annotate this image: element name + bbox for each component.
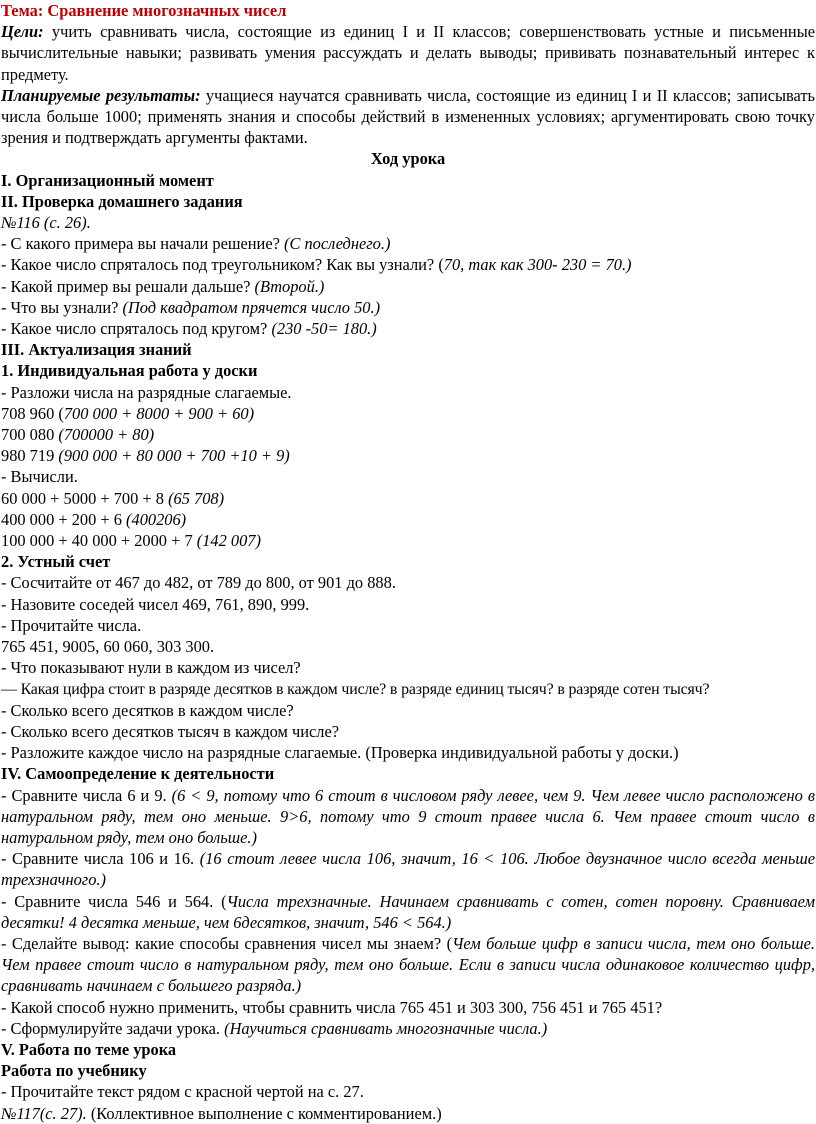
textbook-task-note: (Коллективное выполнение с комментированием.) (90, 1103, 442, 1123)
topic-line (1, 0, 815, 21)
results-paragraph (1, 85, 815, 149)
sum-answer: (400206) (126, 509, 187, 529)
sum-answer: (65 708) (168, 488, 225, 508)
oral-item: - Сосчитайте от 467 до 482, от 789 до 800, от 901 до 888. (1, 573, 396, 593)
compare-question: - Сравните числа 546 и 564. ( (1, 891, 227, 911)
oral-item: - Разложите каждое число на разрядные слагаемые. (Проверка индивидуальной работы у доски.) (1, 743, 679, 763)
number-text: 700 080 (1, 425, 55, 445)
oral-item: — Какая цифра стоит в разряде десятков в каждом числе? в разряде единиц тысяч? в разряде сотен тысяч? (1, 680, 710, 698)
compare-paragraph (1, 785, 815, 849)
sum-line (1, 530, 815, 551)
answer-text: (Второй.) (254, 276, 325, 296)
compare-answer: (16 стоит левее числа 106, значит, 16 < 106. Любое двузначное число всегда меньше трехзначного.) (1, 849, 815, 890)
textbook-task-line (1, 1103, 815, 1124)
compare-answer: Числа трехзначные. Начинаем сравнивать с сотен, сотен поровну. Сравниваем десятки! 4 десятка меньше, чем 6десятков, значит, 546 < 564.) (1, 891, 815, 932)
section-3-heading: III. Актуализация знаний (1, 340, 192, 360)
answer-text: 70, так как 300- 230 = 70.) (443, 255, 632, 275)
compare-paragraph (1, 891, 815, 933)
lesson-goal-answer: (Научиться сравнивать многозначные числа.) (224, 1018, 548, 1038)
sum-expression: 100 000 + 40 000 + 2000 + 7 (1, 531, 193, 551)
number-line (1, 424, 815, 445)
number-line (1, 445, 815, 466)
homework-task: №116 (с. 26). (1, 213, 91, 233)
answer-text: (Под квадратом прячется число 50.) (122, 297, 381, 317)
oral-item: 765 451, 9005, 60 060, 303 300. (1, 637, 215, 657)
homework-question (1, 318, 815, 339)
homework-question (1, 297, 815, 318)
conclusion-paragraph (1, 933, 815, 997)
lesson-goal-question: - Сформулируйте задачи урока. (1, 1018, 221, 1038)
answer-text: (230 -50= 180.) (271, 319, 377, 339)
lesson-goal-line (1, 1018, 815, 1039)
compare-answer: (6 < 9, потому что 6 стоит в числовом ряду левее, чем 9. Чем левее число расположено в натуральном ряду, тем оно меньше. 9>6, потому что 9 стоит правее числа 6. Чем правее стоит число в натуральном ряду, тем оно больше.) (1, 785, 815, 847)
goals-label: Цели: (1, 22, 44, 42)
homework-question (1, 276, 815, 297)
results-label: Планируемые результаты: (1, 85, 201, 105)
goals-paragraph (1, 21, 815, 85)
compare-question: - Сравните числа 106 и 16. (1, 849, 195, 869)
oral-item: - Сколько всего десятков тысяч в каждом числе? (1, 721, 340, 741)
calc-instruction: - Вычисли. (1, 467, 78, 487)
question-text: - Какой пример вы решали дальше? (1, 276, 251, 296)
number-answer: (900 000 + 80 000 + 700 +10 + 9) (58, 446, 290, 466)
oral-item: - Сколько всего десятков в каждом числе? (1, 700, 294, 720)
compare-paragraph (1, 848, 815, 890)
textbook-work-heading: Работа по учебнику (1, 1061, 147, 1081)
conclusion-question: - Сделайте вывод: какие способы сравнения чисел мы знаем? ( (1, 933, 453, 953)
answer-paren: ( (438, 255, 444, 275)
sum-answer: (142 007) (196, 531, 261, 551)
subsection-board-work: 1. Индивидуальная работа у доски (1, 361, 258, 381)
oral-item: - Назовите соседей чисел 469, 761, 890, 999. (1, 594, 310, 614)
course-heading: Ход урока (370, 149, 446, 169)
number-text: 708 960 ( (1, 403, 64, 423)
question-text: - Какое число спряталось под треугольником? Как вы узнали? (1, 255, 435, 275)
number-answer: 700 000 + 8000 + 900 + 60) (63, 403, 255, 423)
oral-item: - Что показывают нули в каждом из чисел? (1, 658, 301, 678)
section-4-heading: IV. Самоопределение к деятельности (1, 764, 275, 784)
oral-item: - Прочитайте числа. (1, 615, 142, 635)
topic-label: Тема: (1, 1, 44, 20)
question-text: - С какого примера вы начали решение? (1, 234, 280, 254)
number-text: 980 719 (1, 446, 55, 466)
question-text: - Какое число спряталось под кругом? (1, 319, 268, 339)
subsection-oral-count: 2. Устный счет (1, 552, 111, 572)
number-line (1, 403, 815, 424)
sum-line (1, 488, 815, 509)
conclusion-answer: Чем больше цифр в записи числа, тем оно больше. Чем правее стоит число в натуральном ряду, тем оно больше. Если в записи числа одинаковое количество цифр, сравнивать начинаем с большего разряда.) (1, 933, 815, 996)
decompose-instruction: - Разложи числа на разрядные слагаемые. (1, 382, 292, 402)
sum-expression: 60 000 + 5000 + 700 + 8 (1, 488, 164, 508)
topic-title: Сравнение многозначных чисел (47, 1, 287, 20)
section-1-heading: I. Организационный момент (1, 170, 214, 190)
number-answer: (700000 + 80) (58, 425, 155, 445)
sum-expression: 400 000 + 200 + 6 (1, 509, 122, 529)
section-2-heading: II. Проверка домашнего задания (1, 191, 243, 211)
textbook-task: №117(с. 27). (1, 1103, 87, 1123)
read-instruction: - Прочитайте текст рядом с красной чертой на с. 27. (1, 1082, 364, 1102)
answer-text: (С последнего.) (283, 234, 391, 254)
section-5-heading: V. Работа по теме урока (1, 1039, 177, 1059)
homework-question (1, 233, 815, 254)
homework-question (1, 254, 815, 275)
results-text: учащиеся научатся сравнивать числа, состоящие из единиц I и II классов; записывать числа больше 1000; применять знания и способы действий в измененных условиях; аргументировать свою точку зрения и подтверждать аргументы фактами. (1, 85, 815, 148)
method-question: - Какой способ нужно применить, чтобы сравнить числа 765 451 и 303 300, 756 451 и 765 451? (1, 997, 663, 1017)
compare-question: - Сравните числа 6 и 9. (1, 785, 167, 805)
goals-text: учить сравнивать числа, состоящие из единиц I и II классов; совершенствовать устные и письменные вычислительные навыки; развивать умения рассуждать и делать выводы; прививать познавательный интерес к предмету. (1, 22, 815, 84)
question-text: - Что вы узнали? (1, 297, 119, 317)
sum-line (1, 509, 815, 530)
